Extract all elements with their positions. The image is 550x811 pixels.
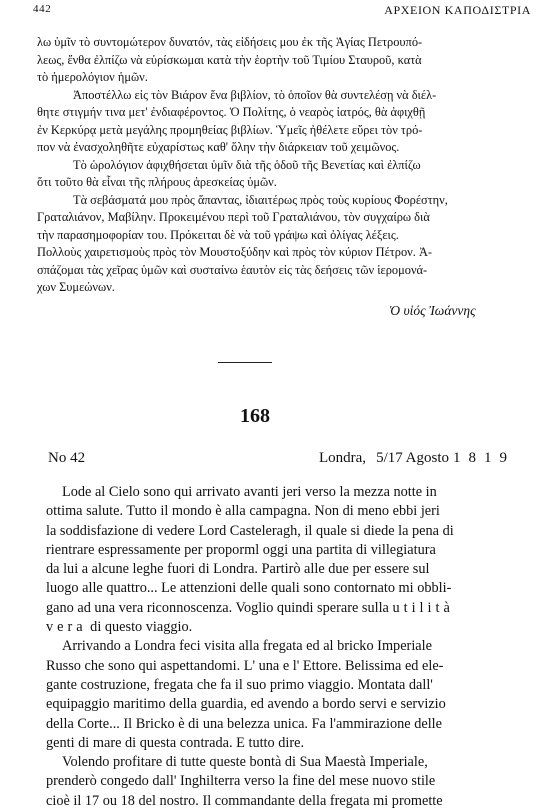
text-line: πον νὰ ἐνασχοληθῆτε εὐχαρίστως καθ' ὅλην τὴν διάρκειαν τοῦ χειμῶνος. — [37, 140, 400, 154]
text-line — [46, 792, 520, 811]
text-line: Τὸ ὡρολόγιον ἀφιχθήσεται ὑμῖν διὰ τῆς ὁδοῦ τῆς Βενετίας καὶ ἐλπίζω — [73, 157, 421, 172]
text-line: Τὰ σεβάσματά μου πρὸς ἅπαντας, ἰδιαιτέρως πρὸς τοὺς κυρίους Φορέστην, — [73, 192, 448, 207]
running-title: ΑΡΧΕΙΟΝ ΚΑΠΟΔΙΣΤΡΙΑ — [384, 3, 531, 17]
signature: Ὁ υἱός Ἰωάννης — [389, 303, 476, 318]
text-line — [46, 734, 520, 753]
page-number: 442 — [33, 3, 52, 15]
text-span: genti di mare di questa contrada. E tutto dire. — [46, 734, 305, 751]
italian-letter-text — [46, 483, 520, 811]
text-line — [46, 522, 520, 541]
text-line — [46, 772, 520, 791]
text-line — [46, 579, 520, 598]
text-line: σπάζομαι τὰς χεῖρας ὑμῶν καὶ συσταίνω ἑαυτὸν εἰς τὰς δεήσεις τῶν ἱερομονά- — [37, 262, 428, 277]
text-line — [46, 753, 520, 772]
text-line — [46, 541, 520, 560]
text-line: λεως, ἔνθα ἐλπίζω νὰ εὑρίσκωμαι κατὰ τὴν ἑορτὴν τοῦ Τιμίου Σταυροῦ, κατὰ — [37, 52, 422, 67]
text-span: della Corte... Il Bricko è di una belezza unica. Fa l'ammirazione delle — [46, 715, 442, 732]
text-line — [46, 618, 520, 637]
text-line — [46, 676, 520, 695]
text-line — [46, 695, 520, 714]
text-span: Russo che sono qui aspettandomi. L' una e l' Ettore. Belissima ed ele- — [46, 657, 444, 674]
text-line — [46, 502, 520, 521]
spaced-emphasis: utilità — [392, 599, 454, 616]
text-span: ottima salute. Tutto il mondo è alla campagna. Non di meno ebbi jeri — [46, 503, 440, 520]
document-meta — [48, 450, 515, 470]
document-number: 168 — [240, 405, 270, 427]
letter-number: No 42 — [48, 450, 86, 466]
text-span: da lui a alcune leghe fuori di Londra. Partirò alle due per essere sul — [46, 561, 430, 578]
dateline — [319, 450, 515, 467]
section-divider — [218, 362, 272, 363]
text-span: Arrivando a Londra feci visita alla fregata ed al bricko Imperiale — [62, 638, 432, 655]
text-line — [46, 483, 520, 502]
dateline-year: 1819 — [453, 450, 515, 466]
text-span: equipaggio maritimo della guardia, ed avendo a bordo servi e servizio — [46, 696, 446, 713]
text-line — [46, 560, 520, 579]
text-line: ἐν Κερκύρᾳ μετὰ μεγάλης προμηθείας βιβλίων. Ὑμεῖς ἠθέλετε εὕρει τὸν τρό- — [37, 122, 423, 137]
text-line — [46, 657, 520, 676]
text-line — [46, 599, 520, 618]
text-span: prenderò congedo dall' Inghilterra verso la fine del mese nuovo stile — [46, 773, 436, 790]
text-line — [46, 637, 520, 656]
greek-letter-text — [37, 34, 515, 297]
dateline-date: 5/17 Agosto — [376, 450, 449, 466]
text-line: τὴν παρασημοφορίαν του. Πρόκειται δὲ νὰ τοῦ γράψω καὶ ὀλίγας λέξεις. — [37, 227, 399, 242]
text-line: Πολλοὺς χαιρετισμοὺς πρὸς τὸν Μουστοξύδην καὶ πρὸς τὸν κύριον Πέτρον. Ἀ- — [37, 245, 433, 259]
text-line: Γραταλιάνον, Μαβίλην. Προκειμένου περὶ τοῦ Γραταλιάνου, τὸν συγχαίρω διὰ — [37, 210, 430, 224]
text-span: luogo alle quattro... Le attenzioni delle quali sono contornato mi obbli- — [46, 580, 452, 597]
text-span: rientrare espressamente per proporml oggi una partita di villegiatura — [46, 541, 436, 558]
text-line: ὅτι τοῦτο θὰ εἶναι τῆς πλήρους ἀρεσκείας ὑμῶν. — [37, 175, 277, 189]
text-span: cioè il 17 ou 18 del nostro. Il commandante della fregata mi promette — [46, 792, 443, 809]
text-span: Lode al Cielo sono qui arrivato avanti jeri verso la mezza notte in — [62, 484, 437, 500]
text-line: λω ὑμῖν τὸ συντομώτερον δυνατόν, τὰς εἰδήσεις μου ἐκ τῆς Ἁγίας Πετρουπό- — [37, 35, 423, 49]
text-line — [46, 715, 520, 734]
text-span: gano ad una vera riconnoscenza. Voglio quindi sperare sulla — [46, 599, 393, 616]
text-line: θητε στιγμήν τινα μετ' ἐνδιαφέροντος. Ὁ Πολίτης, ὁ νεαρὸς ἰατρός, θὰ ἀφιχθῇ — [37, 105, 426, 119]
text-span: di questo viaggio. — [86, 619, 193, 636]
text-line: τὸ ἡμερολόγιον ἡμῶν. — [37, 70, 148, 84]
text-span: Volendo profitare di tutte queste bontà di Sua Maestà Imperiale, — [62, 754, 428, 771]
dateline-place: Londra, — [318, 450, 367, 466]
text-line: χων Συμεώνων. — [37, 280, 115, 294]
page-header — [33, 3, 531, 21]
text-span: la soddisfazione di vedere Lord Casteleragh, il quale si diede la pena di — [46, 522, 454, 539]
text-span: gante costruzione, fregata che fa il suo primo viaggio. Montata dall' — [46, 676, 433, 693]
spaced-emphasis: vera — [46, 619, 87, 636]
text-line: Ἀποστέλλω εἰς τὸν Βιάρον ἕνα βιβλίον, τὸ ὁποῖον θὰ συντελέσῃ νὰ διέλ- — [73, 87, 437, 102]
